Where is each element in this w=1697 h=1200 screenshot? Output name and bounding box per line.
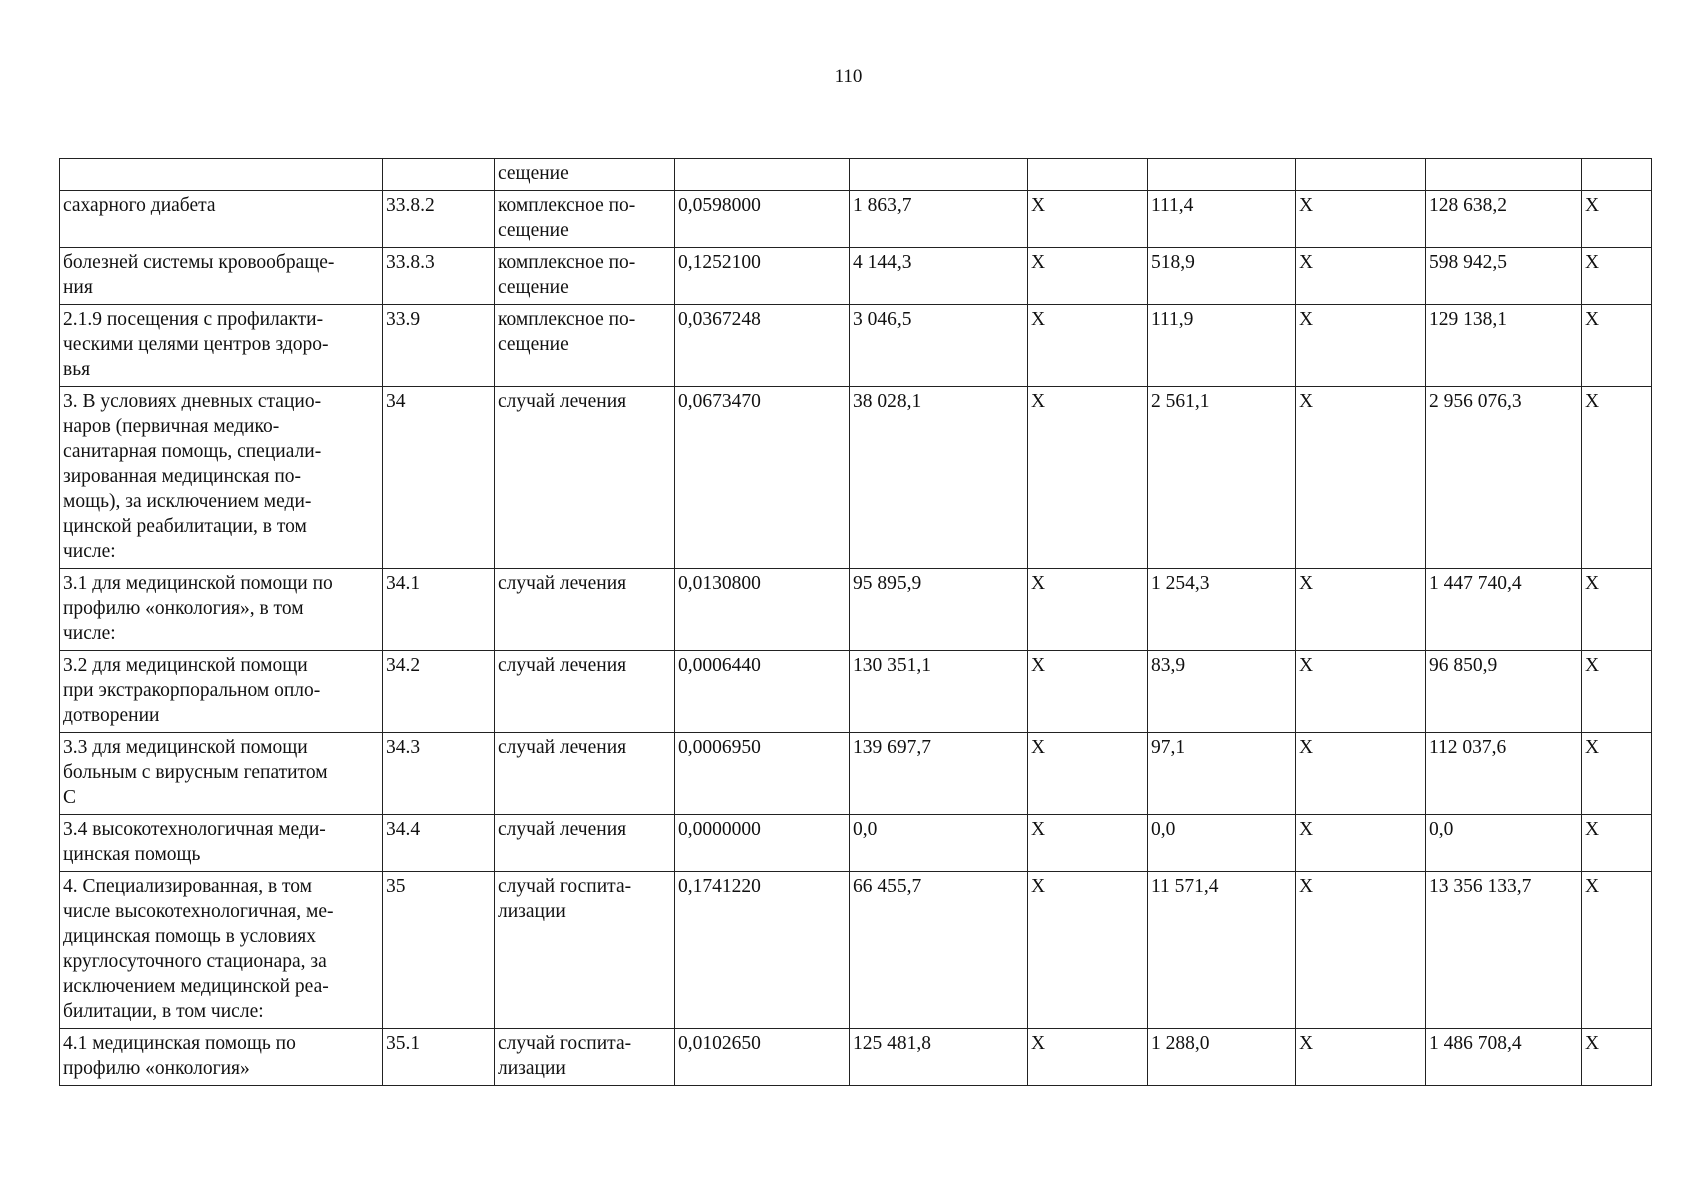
row-name-cell: болезней системы кровообраще- ния (60, 248, 383, 305)
row-sum-cell: 83,9 (1148, 651, 1296, 733)
row-x-cell: X (1028, 569, 1148, 651)
row-norm-cell: 0,0130800 (675, 569, 850, 651)
row-total-cell: 96 850,9 (1426, 651, 1582, 733)
row-x-cell: X (1582, 1029, 1652, 1086)
table-row (60, 305, 1652, 387)
row-x-cell: X (1582, 248, 1652, 305)
table-row (60, 1029, 1652, 1086)
row-norm-cell: 0,0102650 (675, 1029, 850, 1086)
row-x-cell: X (1296, 248, 1426, 305)
row-cost-cell: 1 863,7 (850, 191, 1028, 248)
row-code-cell: 34.2 (383, 651, 495, 733)
row-name-cell: 3. В условиях дневных стацио- наров (первичная медико- санитарная помощь, специали- зированная медицинская по- мощь), за исключением меди- цинской реабилитации, в том числе: (60, 387, 383, 569)
row-x-cell: X (1028, 651, 1148, 733)
row-x-cell: X (1296, 651, 1426, 733)
row-code-cell: 33.8.3 (383, 248, 495, 305)
row-x-cell (1028, 159, 1148, 191)
row-sum-cell: 111,9 (1148, 305, 1296, 387)
row-cost-cell: 95 895,9 (850, 569, 1028, 651)
row-norm-cell: 0,0673470 (675, 387, 850, 569)
table-row (60, 191, 1652, 248)
row-x-cell: X (1582, 305, 1652, 387)
row-name-cell (60, 159, 383, 191)
row-name-cell: сахарного диабета (60, 191, 383, 248)
row-cost-cell: 3 046,5 (850, 305, 1028, 387)
row-cost-cell (850, 159, 1028, 191)
table-row (60, 733, 1652, 815)
row-code-cell: 34.3 (383, 733, 495, 815)
row-unit-cell: случай лечения (495, 651, 675, 733)
row-code-cell: 34.1 (383, 569, 495, 651)
row-name-cell: 4.1 медицинская помощь по профилю «онкология» (60, 1029, 383, 1086)
row-total-cell: 13 356 133,7 (1426, 872, 1582, 1029)
row-total-cell (1426, 159, 1582, 191)
row-x-cell: X (1296, 872, 1426, 1029)
table-body (60, 159, 1652, 1086)
row-norm-cell: 0,1252100 (675, 248, 850, 305)
row-x-cell: X (1028, 248, 1148, 305)
row-sum-cell: 1 254,3 (1148, 569, 1296, 651)
row-unit-cell: сещение (495, 159, 675, 191)
table-row (60, 569, 1652, 651)
row-x-cell: X (1582, 733, 1652, 815)
row-cost-cell: 130 351,1 (850, 651, 1028, 733)
row-norm-cell (675, 159, 850, 191)
row-cost-cell: 139 697,7 (850, 733, 1028, 815)
row-norm-cell: 0,0598000 (675, 191, 850, 248)
row-name-cell: 3.3 для медицинской помощи больным с вирусным гепатитом С (60, 733, 383, 815)
table-row (60, 248, 1652, 305)
row-sum-cell (1148, 159, 1296, 191)
row-total-cell: 129 138,1 (1426, 305, 1582, 387)
row-unit-cell: комплексное по- сещение (495, 191, 675, 248)
row-name-cell: 4. Специализированная, в том числе высокотехнологичная, ме- дицинская помощь в условиях круглосуточного стационара, за исключением медицинской реа- билитации, в том числе: (60, 872, 383, 1029)
row-total-cell: 1 486 708,4 (1426, 1029, 1582, 1086)
row-cost-cell: 125 481,8 (850, 1029, 1028, 1086)
row-code-cell: 34.4 (383, 815, 495, 872)
row-x-cell: X (1582, 651, 1652, 733)
table-row (60, 387, 1652, 569)
row-name-cell: 3.2 для медицинской помощи при экстракорпоральном опло- дотворении (60, 651, 383, 733)
row-code-cell (383, 159, 495, 191)
row-sum-cell: 0,0 (1148, 815, 1296, 872)
row-total-cell: 128 638,2 (1426, 191, 1582, 248)
row-total-cell: 112 037,6 (1426, 733, 1582, 815)
row-norm-cell: 0,0000000 (675, 815, 850, 872)
row-unit-cell: случай лечения (495, 569, 675, 651)
table-row (60, 872, 1652, 1029)
row-total-cell: 598 942,5 (1426, 248, 1582, 305)
row-x-cell: X (1296, 305, 1426, 387)
row-name-cell: 3.4 высокотехнологичная меди- цинская помощь (60, 815, 383, 872)
row-unit-cell: комплексное по- сещение (495, 305, 675, 387)
row-code-cell: 35.1 (383, 1029, 495, 1086)
row-x-cell: X (1028, 387, 1148, 569)
row-code-cell: 34 (383, 387, 495, 569)
row-sum-cell: 111,4 (1148, 191, 1296, 248)
row-x-cell (1582, 159, 1652, 191)
row-x-cell: X (1582, 569, 1652, 651)
row-x-cell: X (1028, 872, 1148, 1029)
table-row (60, 651, 1652, 733)
row-code-cell: 35 (383, 872, 495, 1029)
row-x-cell: X (1028, 305, 1148, 387)
row-unit-cell: случай лечения (495, 733, 675, 815)
row-x-cell: X (1296, 191, 1426, 248)
row-cost-cell: 4 144,3 (850, 248, 1028, 305)
row-cost-cell: 0,0 (850, 815, 1028, 872)
row-unit-cell: случай госпита- лизации (495, 872, 675, 1029)
row-x-cell: X (1028, 191, 1148, 248)
row-cost-cell: 38 028,1 (850, 387, 1028, 569)
data-table (59, 158, 1652, 1086)
row-sum-cell: 11 571,4 (1148, 872, 1296, 1029)
row-norm-cell: 0,0006950 (675, 733, 850, 815)
row-sum-cell: 97,1 (1148, 733, 1296, 815)
row-x-cell: X (1582, 191, 1652, 248)
row-cost-cell: 66 455,7 (850, 872, 1028, 1029)
row-x-cell (1296, 159, 1426, 191)
row-sum-cell: 518,9 (1148, 248, 1296, 305)
row-x-cell: X (1028, 815, 1148, 872)
row-norm-cell: 0,0367248 (675, 305, 850, 387)
row-unit-cell: случай лечения (495, 387, 675, 569)
table-row (60, 159, 1652, 191)
row-norm-cell: 0,1741220 (675, 872, 850, 1029)
row-sum-cell: 1 288,0 (1148, 1029, 1296, 1086)
row-x-cell: X (1296, 733, 1426, 815)
row-code-cell: 33.8.2 (383, 191, 495, 248)
row-sum-cell: 2 561,1 (1148, 387, 1296, 569)
row-x-cell: X (1582, 872, 1652, 1029)
row-norm-cell: 0,0006440 (675, 651, 850, 733)
row-x-cell: X (1296, 569, 1426, 651)
row-x-cell: X (1028, 1029, 1148, 1086)
row-name-cell: 2.1.9 посещения с профилакти- ческими целями центров здоро- вья (60, 305, 383, 387)
row-x-cell: X (1582, 387, 1652, 569)
row-unit-cell: случай лечения (495, 815, 675, 872)
table-row (60, 815, 1652, 872)
row-x-cell: X (1582, 815, 1652, 872)
row-x-cell: X (1296, 1029, 1426, 1086)
row-unit-cell: случай госпита- лизации (495, 1029, 675, 1086)
row-total-cell: 0,0 (1426, 815, 1582, 872)
row-x-cell: X (1028, 733, 1148, 815)
row-x-cell: X (1296, 387, 1426, 569)
row-x-cell: X (1296, 815, 1426, 872)
row-name-cell: 3.1 для медицинской помощи по профилю «онкология», в том числе: (60, 569, 383, 651)
row-total-cell: 1 447 740,4 (1426, 569, 1582, 651)
row-unit-cell: комплексное по- сещение (495, 248, 675, 305)
row-code-cell: 33.9 (383, 305, 495, 387)
page-number: 110 (834, 66, 863, 87)
row-total-cell: 2 956 076,3 (1426, 387, 1582, 569)
